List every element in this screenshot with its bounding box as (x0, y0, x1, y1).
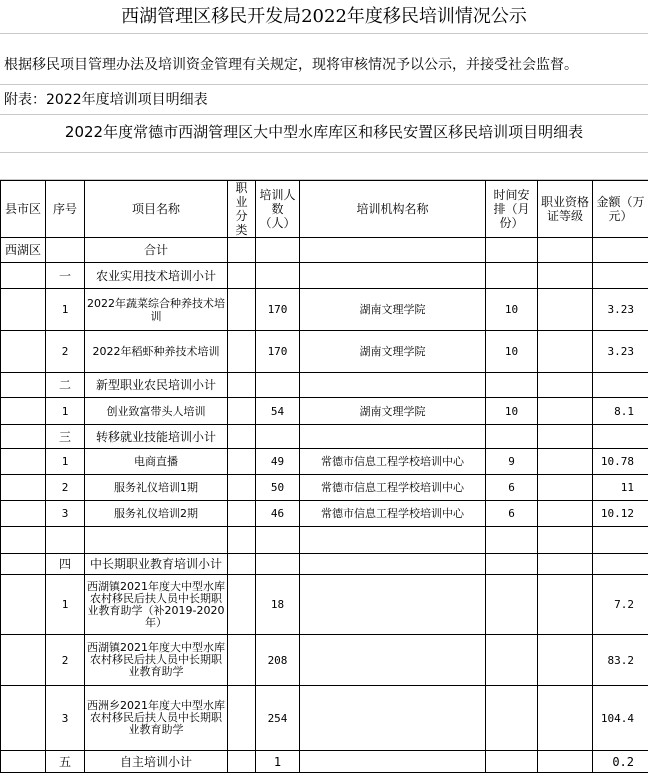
section-seq: 五 (46, 751, 85, 773)
row-amount: 11 (593, 475, 648, 501)
row-trainees: 49 (256, 449, 300, 475)
total-label: 合计 (85, 238, 228, 263)
section-seq: 四 (46, 554, 85, 575)
row-duration: 10 (486, 331, 538, 373)
table-row (1, 475, 648, 501)
row-trainees: 170 (256, 289, 300, 331)
row-name: 服务礼仪培训2期 (85, 501, 228, 527)
row-duration: 10 (486, 398, 538, 425)
row-seq: 2 (46, 635, 85, 686)
row-duration: 10 (486, 289, 538, 331)
row-name: 西湖镇2021年度大中型水库农村移民后扶人员中长期职业教育助学（补2019-2020年） (85, 575, 228, 635)
row-name: 创业致富带头人培训 (85, 398, 228, 425)
header-county: 县市区 (1, 181, 46, 238)
row-trainees: 46 (256, 501, 300, 527)
header-amount: 金额（万元） (593, 181, 648, 238)
table-row (1, 398, 648, 425)
blank-row (0, 153, 648, 180)
section-label: 农业实用技术培训小计 (85, 263, 228, 289)
row-trainees: 254 (256, 686, 300, 751)
page-title: 西湖管理区移民开发局2022年度移民培训情况公示 (0, 0, 648, 34)
section-label: 新型职业农民培训小计 (85, 373, 228, 398)
row-seq: 1 (46, 449, 85, 475)
section-row (1, 263, 648, 289)
table-row (1, 289, 648, 331)
section-label: 自主培训小计 (85, 751, 228, 773)
row-institution: 湖南文理学院 (300, 398, 486, 425)
training-detail-table (0, 180, 648, 773)
row-name: 电商直播 (85, 449, 228, 475)
row-amount: 83.2 (593, 635, 648, 686)
row-institution: 湖南文理学院 (300, 289, 486, 331)
row-seq: 1 (46, 575, 85, 635)
row-name: 西洲乡2021年度大中型水库农村移民后扶人员中长期职业教育助学 (85, 686, 228, 751)
table-header-row (1, 181, 648, 238)
row-seq: 3 (46, 501, 85, 527)
row-name: 2022年稻虾种养技术培训 (85, 331, 228, 373)
row-amount: 3.23 (593, 331, 648, 373)
row-duration: 6 (486, 501, 538, 527)
header-name: 项目名称 (85, 181, 228, 238)
table-row (1, 575, 648, 635)
row-trainees: 1 (256, 751, 300, 773)
header-trainees: 培训人数（人） (256, 181, 300, 238)
row-amount: 3.23 (593, 289, 648, 331)
table-row (1, 686, 648, 751)
row-duration: 6 (486, 475, 538, 501)
row-institution: 常德市信息工程学校培训中心 (300, 501, 486, 527)
annex-label: 附表：2022年度培训项目明细表 (0, 85, 648, 115)
row-trainees: 208 (256, 635, 300, 686)
table-title: 2022年度常德市西湖管理区大中型水库库区和移民安置区移民培训项目明细表 (0, 115, 648, 153)
section-row (1, 554, 648, 575)
section-seq: 二 (46, 373, 85, 398)
row-institution: 常德市信息工程学校培训中心 (300, 449, 486, 475)
row-seq: 2 (46, 475, 85, 501)
total-row (1, 238, 648, 263)
row-seq: 1 (46, 289, 85, 331)
table-row (1, 331, 648, 373)
header-institution: 培训机构名称 (300, 181, 486, 238)
section-row (1, 751, 648, 773)
header-seq: 序号 (46, 181, 85, 238)
header-cert: 职业资格证等级 (538, 181, 593, 238)
row-trainees: 170 (256, 331, 300, 373)
row-seq: 3 (46, 686, 85, 751)
row-trainees: 18 (256, 575, 300, 635)
table-row (1, 635, 648, 686)
row-amount: 104.4 (593, 686, 648, 751)
row-amount: 10.12 (593, 501, 648, 527)
row-seq: 1 (46, 398, 85, 425)
row-amount: 8.1 (593, 398, 648, 425)
row-amount: 0.2 (593, 751, 648, 773)
table-row (1, 501, 648, 527)
section-seq: 一 (46, 263, 85, 289)
row-name: 2022年蔬菜综合种养技术培训 (85, 289, 228, 331)
header-duration: 时间安排（月份） (486, 181, 538, 238)
section-label: 中长期职业教育培训小计 (85, 554, 228, 575)
empty-row (1, 527, 648, 554)
section-label: 转移就业技能培训小计 (85, 425, 228, 449)
header-vocational: 职业分类 (228, 181, 256, 238)
row-duration: 9 (486, 449, 538, 475)
row-name: 西湖镇2021年度大中型水库农村移民后扶人员中长期职业教育助学 (85, 635, 228, 686)
row-institution: 常德市信息工程学校培训中心 (300, 475, 486, 501)
row-trainees: 54 (256, 398, 300, 425)
row-seq: 2 (46, 331, 85, 373)
section-row (1, 425, 648, 449)
county-cell: 西湖区 (1, 238, 46, 263)
section-seq: 三 (46, 425, 85, 449)
row-name: 服务礼仪培训1期 (85, 475, 228, 501)
row-amount: 10.78 (593, 449, 648, 475)
row-trainees: 50 (256, 475, 300, 501)
row-institution: 湖南文理学院 (300, 331, 486, 373)
notice-text: 根据移民项目管理办法及培训资金管理有关规定，现将审核情况予以公示，并接受社会监督。 (0, 34, 648, 85)
section-row (1, 373, 648, 398)
row-amount: 7.2 (593, 575, 648, 635)
table-row (1, 449, 648, 475)
